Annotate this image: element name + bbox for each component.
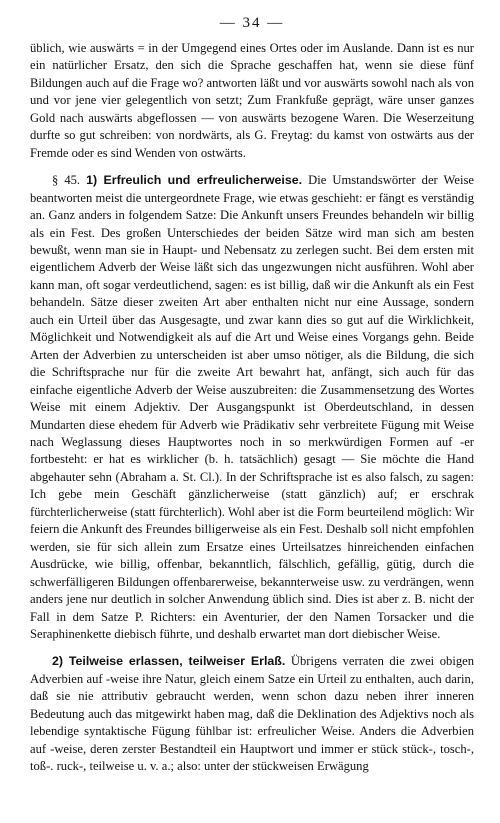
section-gap [30,162,474,172]
section-gap [30,643,474,653]
paragraph-continued: üblich, wie auswärts = in der Umgegend eines Ortes oder im Auslande. Dann ist es nur ein natürlicher Ersatz, den sich die Sprache geschaffen hat, wenn sie diese fünf Bildungen auch auf die Frage wo? antworten läßt und vor auswärts sowohl nach als von und vor jene vier gelegentlich von setzt; Zum Frankfuße geprägt, wäre unser ganzes Gold nach auswärts abgeflossen — von auswärts bezogene Waren. Die Weserzeitung durfte so gut schreiben: von nordwärts, als G. Freytag: du kamst von ostwärts aus der Fremde oder es sind Wenden von ostwärts. [30,41,474,160]
section-body: Die Umstandswörter der Weise beantworten meist die untergeordnete Frage, wie etwas geschieht: er fängt es verständig an. Ganz anders in folgendem Satze: Die Ankunft unsers Freundes behandeln wir billig als ein Fest. Des großen Unterschiedes der beiden Sätze wird man sich am besten bewußt, wenn man sie in Haupt- und Nebensatz zu zerlegen sucht. Bei dem ersten mit eigentlichem Adverb der Weise läßt sich das ungezwungen nicht ausführen. Wohl aber kann man, oft sogar verdeutlichend, sagen: es ist billig, daß wir die Ankunft als ein Fest behandeln. Sätze dieser zweiten Art aber enthalten nicht nur eine Aussage, sondern auch ein Urteil über das Ausgesagte, und zwar kann dies so gut auf die Wirklichkeit, Möglichkeit und Notwendigkeit als auf die Art und Weise eines Vorgangs gehn. Beide Arten der Adverbien zu unterscheiden ist aber umso nötiger, als die Bildung, die sich die Schriftsprache nur für die zweite Art bewahrt hat, anfängt, sich auch für das einfache eigentliche Adverb der Weise auszubreiten: die Zusammensetzung des Wortes Weise mit einem Adjektiv. Der Ausgangspunkt ist Oberdeutschland, in dessen Mundarten diese ehedem für Adverb wie Prädikativ sehr verbreitete Fügung mit Weise nach Weglassung dieses Hauptwortes noch in so merkwürdigen Formen auf -er fortbesteht: er hat es wirklicher (b. h. tatsächlich) gesagt — Sie möchte die Hand abgehauter sehn (Abraham a. St. Cl.). In der Schriftsprache ist es also falsch, zu sagen: Ich gebe mein Geschäft gänzlicherweise (statt gänzlich) auf; er erschrak fürchterlicherweise (statt fürchterlich). Wohl aber ist die Form beurteilend möglich: Wir feiern die Ankunft des Freundes billigerweise als ein Fest. Deshalb soll nicht empfohlen werden, sie für sich allein zum Ersatze eines Urteilsatzes hinreichenden einfachen Ausdrücke, wie billig, offenbar, bekanntlich, fälschlich, gefällig, gütig, durch die schwerfälligeren Bildungen offenbarerweise, bekannterweise usw. zu verdrängen, wenn anders jene nur deutlich in solcher Anwendung üblich sind. Dies ist aber z. B. nicht der Fall in dem Satze P. Richters: ein Aventurier, der den Namen Torsacker und die Seraphinenkette diebisch führte, und deshalb erwartet man dort diebischer Weise. [30,173,475,641]
section-heading: 1) Erfreulich und erfreulicherweise. [86,173,303,188]
subsection-body: Übrigens verraten die zwei obigen Adverbien auf -weise ihre Natur, gleich einem Satze ein Urteil zu enthalten, auch darin, daß sie nie attributiv gebraucht werden, wenn schon dazu neben ihrer inneren Bedeutung auch das mitgewirkt haben mag, daß die Deklination des Adjektivs noch als lebendige syntaktische Fügung fühlbar ist: erfreulicher Weise. Anders die Adverbien auf -weise, deren zerster Bestandteil ein Hauptwort und immer er stück stück-, tosch-, toß-. ruck-, teilweise u. v. a.; also: unter der stückweisen Erwägung [30,654,475,774]
subsection-heading: 2) Teilweise erlassen, teilweiser Erlaß. [52,654,286,669]
section-number: § 45. [52,173,81,188]
section-45-paragraph [30,172,474,643]
page-number: — 34 — [219,15,285,31]
section-2-paragraph [30,653,474,775]
book-page [30,12,474,817]
